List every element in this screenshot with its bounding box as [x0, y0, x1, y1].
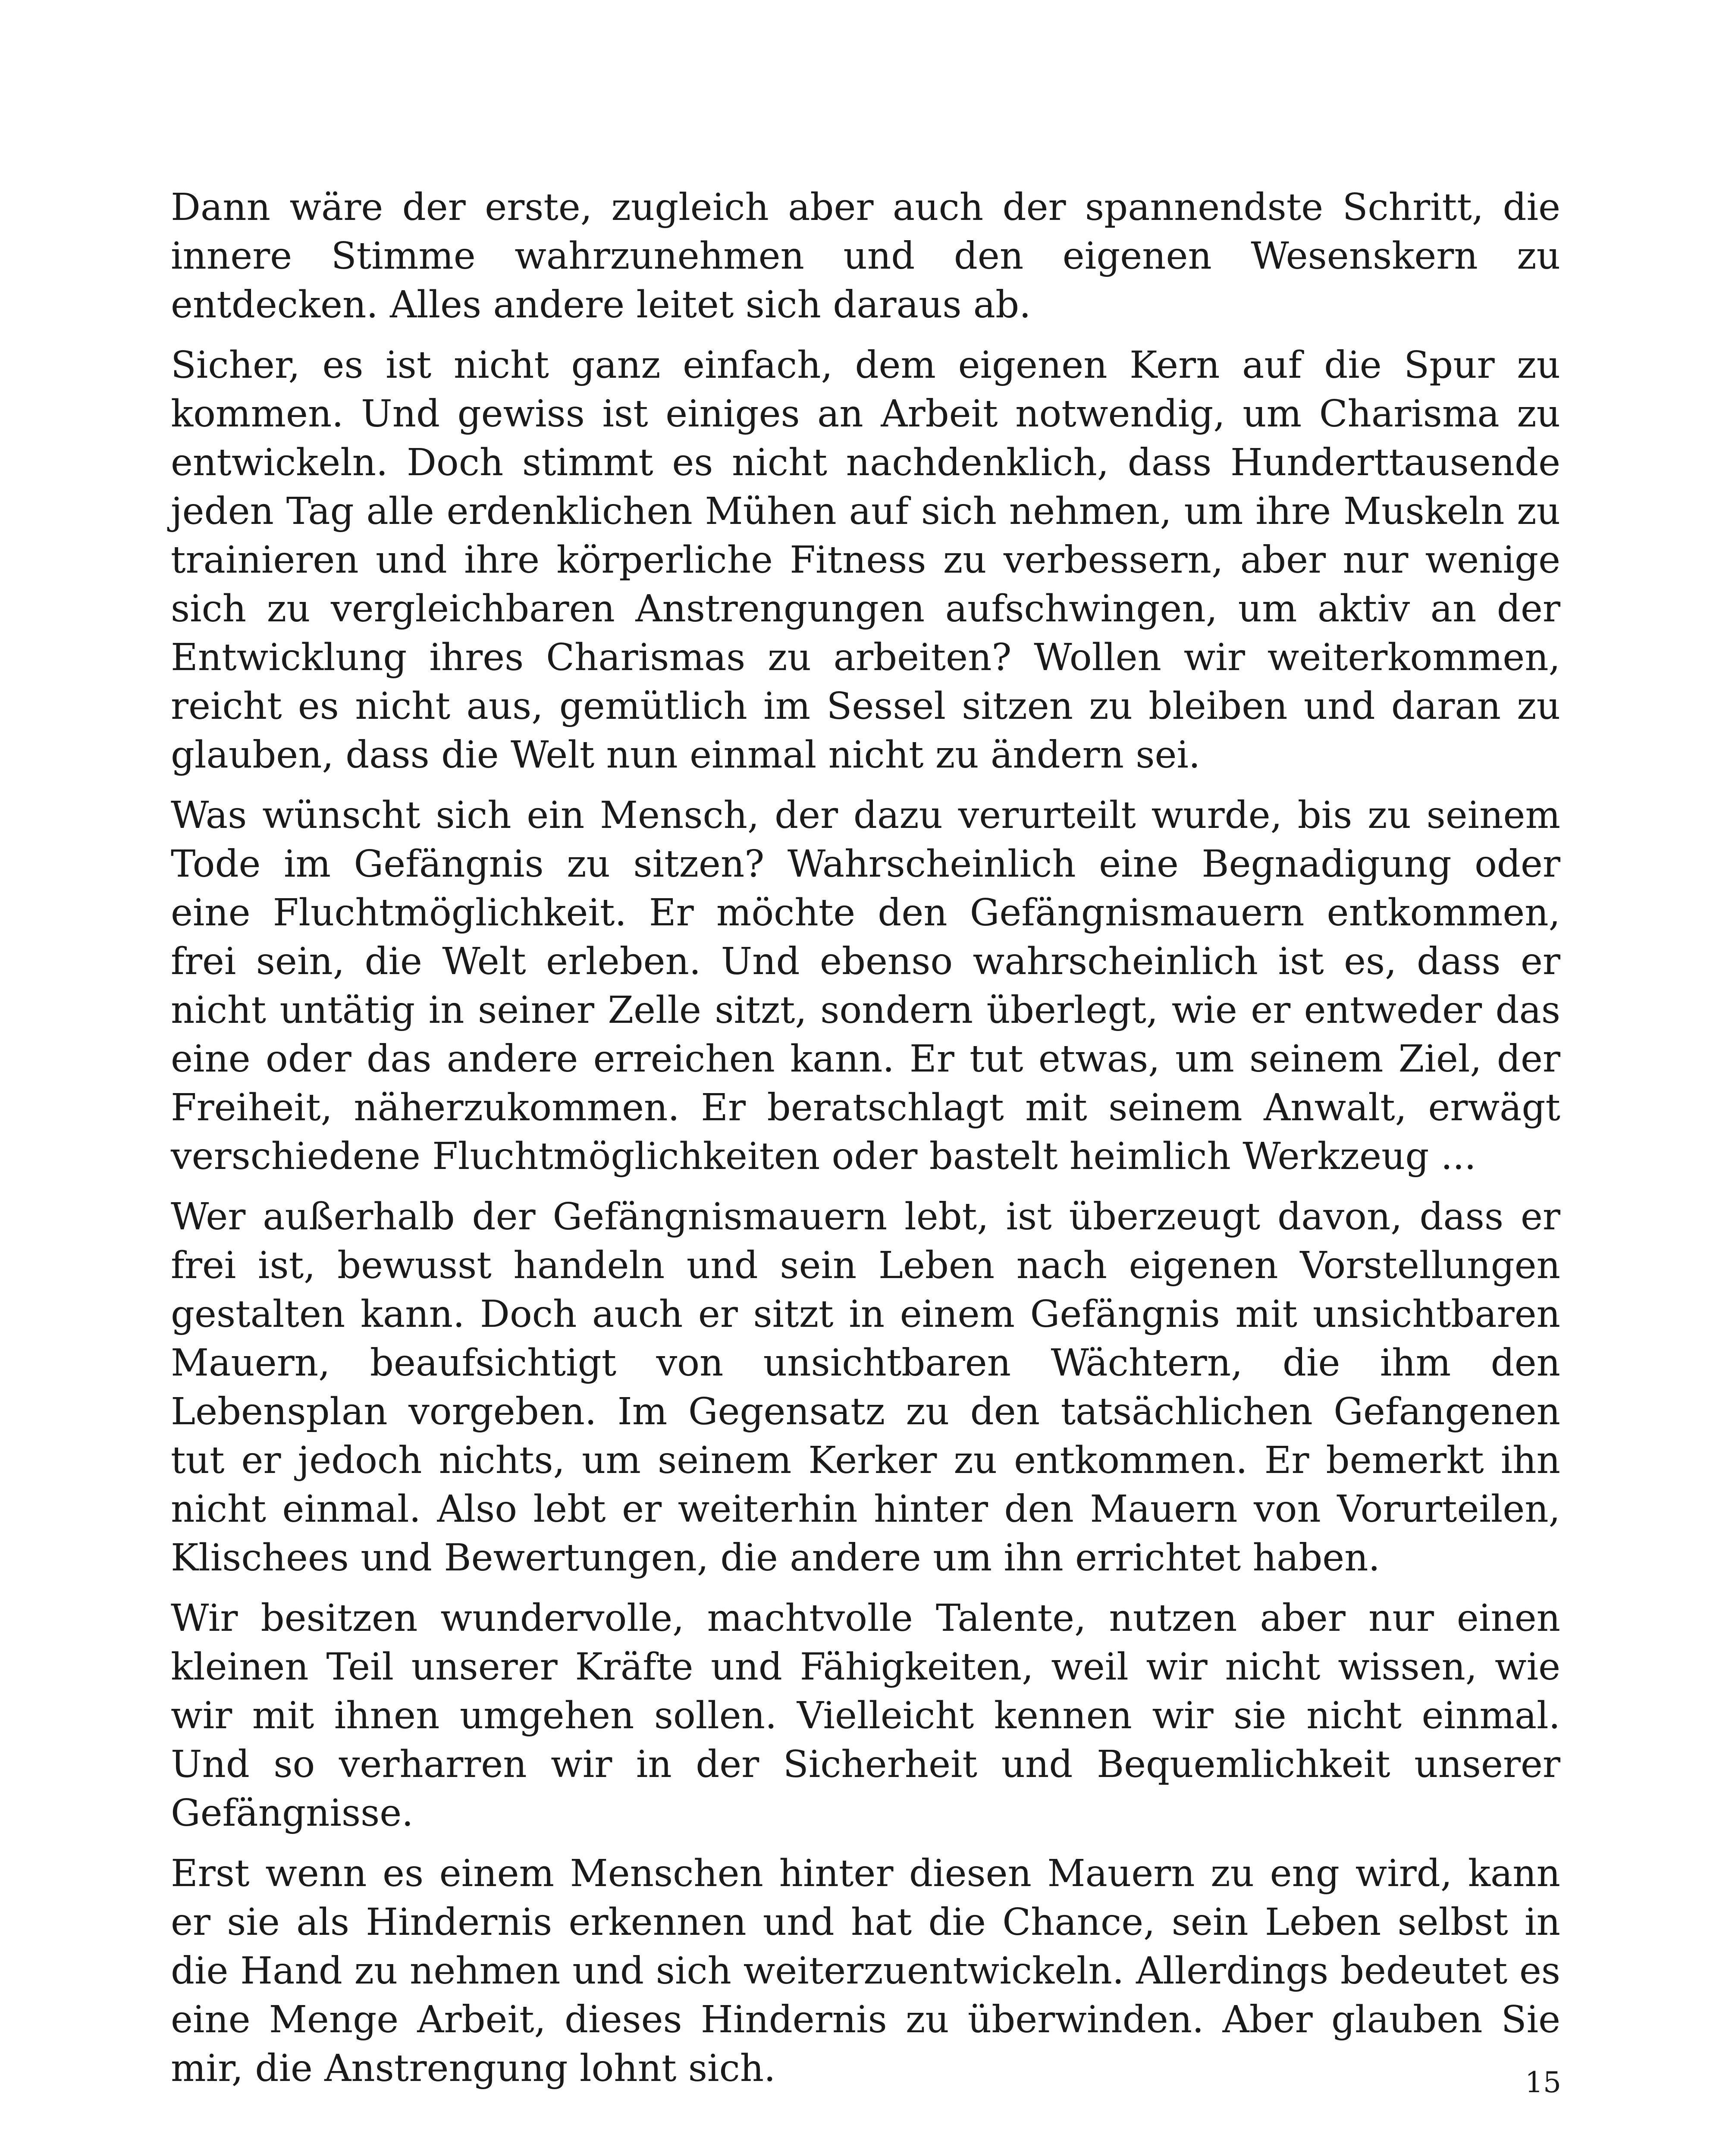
body-text — [171, 183, 1560, 2105]
paragraph-5: Wir besitzen wundervolle, machtvolle Talente, nutzen aber nur einen kleinen Teil unserer Kräfte und Fähigkeiten, weil wir nicht wissen, wie wir mit ihnen umgehen sollen. Vielleicht kennen wir sie nicht einmal. Und so verharren wir in der Sicherheit und Bequemlichkeit unserer Gefängnisse. — [171, 1597, 1560, 1835]
paragraph-2: Sicher, es ist nicht ganz einfach, dem eigenen Kern auf die Spur zu kommen. Und gewiss ist einiges an Arbeit notwendig, um Charisma zu entwickeln. Doch stimmt es nicht nachdenklich, dass Hunderttausende jeden Tag alle erdenklichen Mühen auf sich nehmen, um ihre Muskeln zu trainieren und ihre körperliche Fitness zu verbessern, aber nur wenige sich zu vergleichbaren Anstrengungen aufschwingen, um aktiv an der Entwicklung ihres Charismas zu arbeiten? Wollen wir weiterkommen, reicht es nicht aus, gemütlich im Sessel sitzen zu bleiben und daran zu glauben, dass die Welt nun einmal nicht zu ändern sei. — [171, 344, 1560, 777]
paragraph-4: Wer außerhalb der Gefängnismauern lebt, ist überzeugt davon, dass er frei ist, bewusst handeln und sein Leben nach eigenen Vorstellungen gestalten kann. Doch auch er sitzt in einem Gefängnis mit unsichtbaren Mauern, beaufsichtigt von unsichtbaren Wächtern, die ihm den Lebensplan vorgeben. Im Gegensatz zu den tatsächlichen Gefangenen tut er jedoch nichts, um seinem Kerker zu entkommen. Er bemerkt ihn nicht einmal. Also lebt er weiterhin hinter den Mauern von Vorurteilen, Klischees und Bewertungen, die andere um ihn errichtet haben. — [171, 1195, 1560, 1579]
page-number: 15 — [1525, 2066, 1561, 2099]
paragraph-3: Was wünscht sich ein Mensch, der dazu verurteilt wurde, bis zu seinem Tode im Gefängnis zu sitzen? Wahrscheinlich eine Begnadigung oder eine Fluchtmöglichkeit. Er möchte den Gefängnismauern entkommen, frei sein, die Welt erleben. Und ebenso wahrscheinlich ist es, dass er nicht untätig in seiner Zelle sitzt, sondern überlegt, wie er entweder das eine oder das andere erreichen kann. Er tut etwas, um seinem Ziel, der Freiheit, näherzukommen. Er beratschlagt mit seinem Anwalt, erwägt verschiedene Fluchtmöglichkeiten oder bastelt heimlich Werkzeug ... — [171, 794, 1560, 1178]
paragraph-1: Dann wäre der erste, zugleich aber auch der spannendste Schritt, die innere Stimme wahrzunehmen und den eigenen Wesenskern zu entdecken. Alles andere leitet sich daraus ab. — [171, 186, 1560, 326]
paragraph-6: Erst wenn es einem Menschen hinter diesen Mauern zu eng wird, kann er sie als Hindernis erkennen und hat die Chance, sein Leben selbst in die Hand zu nehmen und sich weiterzuentwickeln. Allerdings bedeutet es eine Menge Arbeit, dieses Hindernis zu überwinden. Aber glauben Sie mir, die Anstrengung lohnt sich. — [171, 1852, 1560, 2090]
